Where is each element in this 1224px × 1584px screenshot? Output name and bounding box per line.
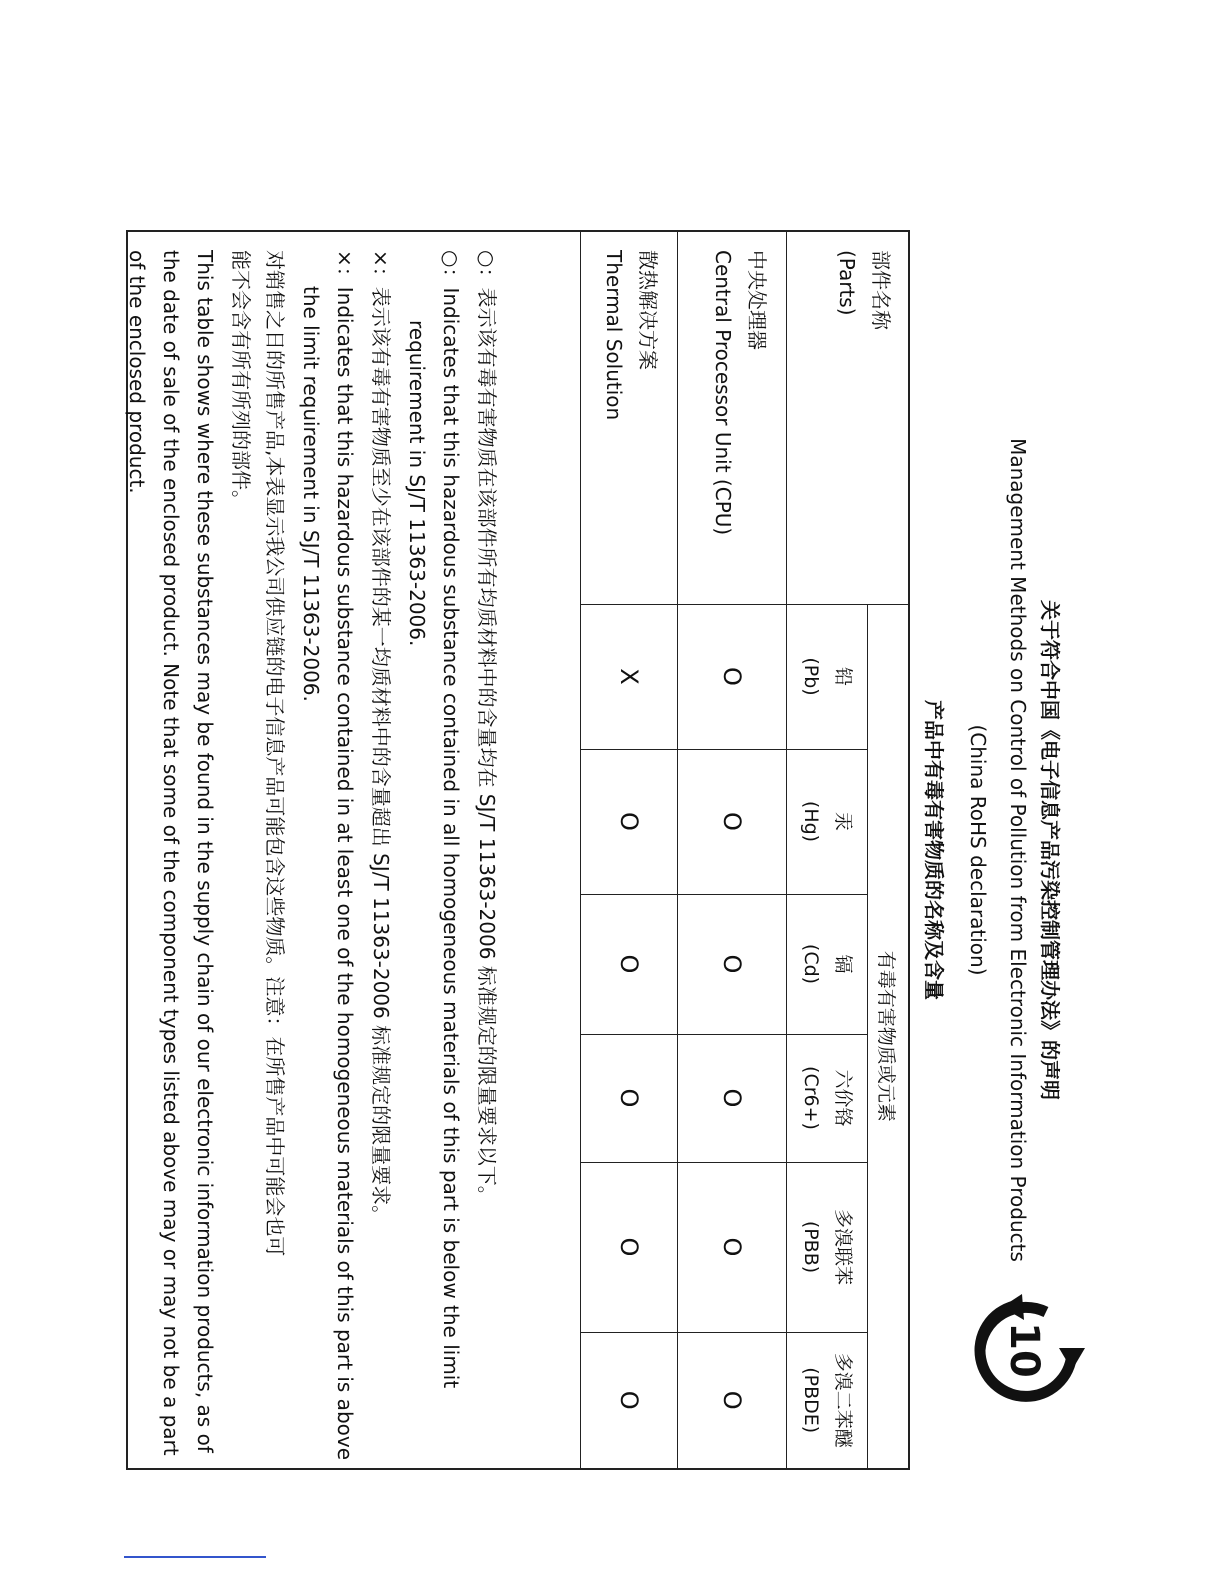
- value-cell: O: [581, 894, 678, 1034]
- substance-header-pb: [787, 604, 868, 749]
- note-x-cn: ×：表示该有毒有害物质至少在该部件的某一均质材料中的含量超出 SJ/T 11363-2006 标准规定的限量要求。: [369, 250, 393, 1226]
- notes-section: [120, 250, 504, 1461]
- value-cell: O: [678, 894, 787, 1034]
- environment-friendly-use-period-logo: [966, 1290, 1086, 1410]
- rotated-declaration-page: [116, 230, 1096, 1470]
- substance-en: (Cr6+): [800, 1066, 822, 1130]
- substance-header-cd: [787, 894, 868, 1034]
- note-en-paragraph-line1: This table shows where these substances may be found in the supply chain of our electronic information products, as of: [193, 250, 217, 1453]
- note-cn-paragraph-line2: 能不会含有所有所列的部件。: [229, 250, 253, 510]
- value-cell: O: [678, 1162, 787, 1332]
- title-cn: 关于符合中国《电子信息产品污染控制管理办法》的声明: [1038, 600, 1062, 1100]
- note-x-en-line2: the limit requirement in SJ/T 11363-2006.: [299, 286, 323, 702]
- title-sub: (China RoHS declaration): [966, 724, 990, 976]
- substance-en: (PBDE): [800, 1367, 822, 1434]
- arrow-head-icon: [1059, 1348, 1085, 1370]
- part-name-en: Thermal Solution: [602, 250, 626, 421]
- substance-cn: 铅: [832, 666, 854, 686]
- substance-cn: 汞: [832, 811, 854, 831]
- note-o-en-line1: ○：Indicates that this hazardous substance contained in all homogeneous materials of this part is below the limit: [439, 250, 463, 1389]
- value-cell: O: [581, 1034, 678, 1162]
- note-o-en-line2: requirement in SJ/T 11363-2006.: [405, 320, 429, 647]
- note-x-en-line1: ×：Indicates that this hazardous substance contained in at least one of the homogeneous materials of this part is above: [333, 250, 357, 1461]
- footer-link-underline: [124, 1556, 266, 1558]
- substance-en: (Cd): [800, 943, 822, 985]
- value-cell: O: [678, 749, 787, 894]
- table-row: [678, 232, 787, 1468]
- substance-en: (Pb): [800, 657, 822, 696]
- note-cn-paragraph-line1: 对销售之日的所售产品,本表显示我公司供应链的电子信息产品可能包含这些物质。注意：在所售产品中可能会也可: [263, 250, 287, 1257]
- substance-cn: 六价铬: [832, 1069, 854, 1127]
- hazardous-substance-table: [580, 232, 908, 1468]
- value-cell: O: [678, 1034, 787, 1162]
- subtitle-cn: 产品中有毒有害物质的名称及含量: [922, 700, 946, 1000]
- value-cell: O: [581, 749, 678, 894]
- part-name-cn: 中央处理器: [745, 250, 769, 350]
- part-name-cn: 散热解决方案: [636, 250, 660, 370]
- substance-header-pbb: [787, 1162, 868, 1332]
- value-cell: O: [678, 1332, 787, 1468]
- substance-cn: 多溴联苯: [832, 1208, 854, 1285]
- title-en: Management Methods on Control of Pollution from Electronic Information Products: [1006, 438, 1030, 1262]
- value-cell: O: [581, 1332, 678, 1468]
- parts-header-cell: [787, 232, 909, 604]
- substance-group-header: 有毒有害物质或元素: [868, 604, 909, 1468]
- note-en-paragraph-line3: of the enclosed product.: [125, 250, 149, 494]
- substance-en: (Hg): [800, 800, 822, 843]
- part-name-cell: [581, 232, 678, 604]
- substance-header-hg: [787, 749, 868, 894]
- value-cell: O: [678, 604, 787, 749]
- parts-header-en: (Parts): [835, 250, 859, 316]
- part-name-en: Central Processor Unit (CPU): [711, 250, 735, 536]
- declaration-box: [126, 230, 910, 1470]
- substance-en: (PBB): [800, 1220, 822, 1274]
- substance-header-pbde: [787, 1332, 868, 1468]
- logo-number: 10: [1001, 1322, 1047, 1378]
- note-o-cn: ○：表示该有毒有害物质在该部件所有均质材料中的含量均在 SJ/T 11363-2006 标准规定的限量要求以下。: [475, 250, 499, 1206]
- value-cell: O: [581, 1162, 678, 1332]
- value-cell: X: [581, 604, 678, 749]
- part-name-cell: [678, 232, 787, 604]
- table-row: [581, 232, 678, 1468]
- substance-header-cr6: [787, 1034, 868, 1162]
- substance-cn: 镉: [832, 954, 854, 974]
- parts-header-cn: 部件名称: [869, 250, 893, 330]
- note-en-paragraph-line2: the date of sale of the enclosed product. Note that some of the component types listed above may or may not be a part: [159, 250, 183, 1456]
- substance-cn: 多溴二苯醚: [832, 1352, 854, 1448]
